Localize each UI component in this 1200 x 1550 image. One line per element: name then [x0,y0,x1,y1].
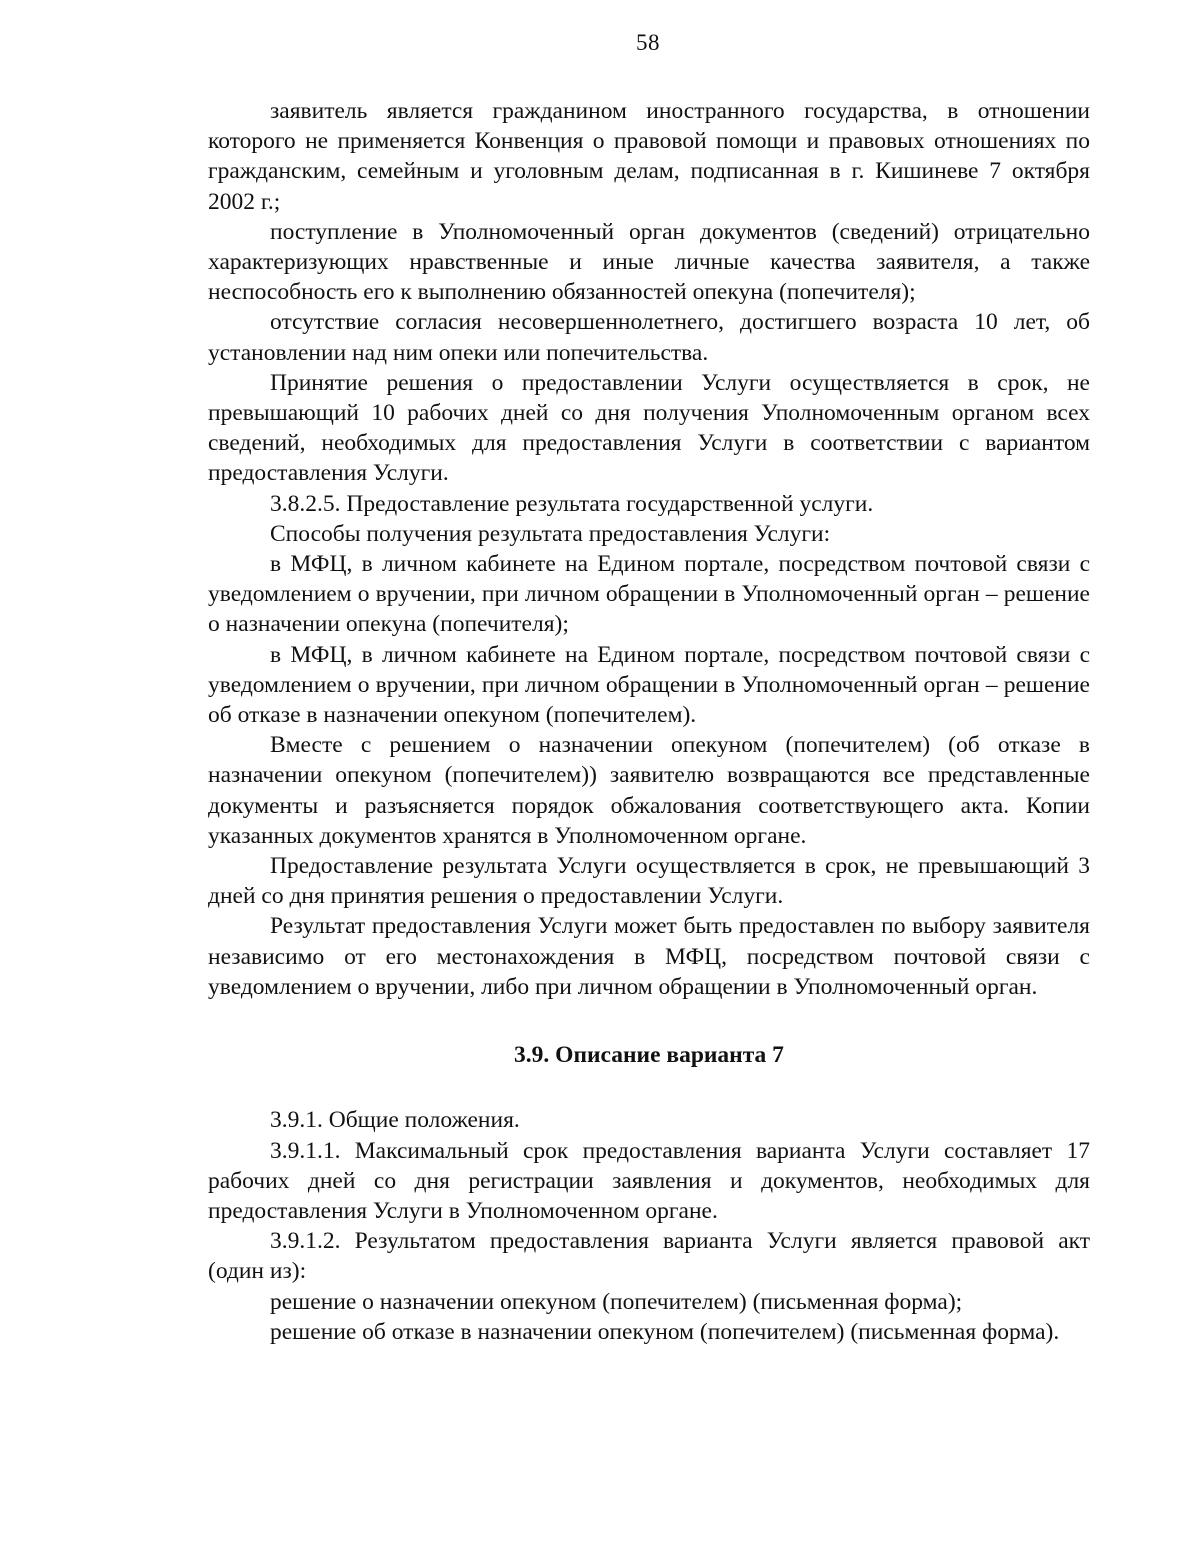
page-number: 58 [636,30,660,55]
paragraph: 3.9.1.2. Результатом предоставления варианта Услуги является правовой акт (один из): [208,1228,1090,1285]
paragraph: Предоставление результата Услуги осуществляется в срок, не превышающий 3 дней со дня принятия решения о предоставлении Услуги. [208,853,1090,910]
paragraphs-after-heading [208,1105,1090,1347]
section-heading: 3.9. Описание варианта 7 [514,1042,784,1069]
paragraph: в МФЦ, в личном кабинете на Едином портале, посредством почтовой связи с уведомлением о вручении, при личном обращении в Уполномоченный орган – решение об отказе в назначении опекуном (попечителем). [208,641,1090,729]
paragraph: отсутствие согласия несовершеннолетнего, достигшего возраста 10 лет, об установлении над ним опеки или попечительства. [208,309,1090,366]
paragraph: 3.9.1. Общие положения. [270,1107,520,1134]
paragraph: решение о назначении опекуном (попечителем) (письменная форма); [270,1288,963,1315]
paragraph: 3.9.1.1. Максимальный срок предоставления варианта Услуги составляет 17 рабочих дней со дня регистрации заявления и документов, необходимых для предоставления Услуги в Уполномоченном органе. [208,1137,1090,1224]
paragraph: Результат предоставления Услуги может быть предоставлен по выбору заявителя независимо от его местонахождения в МФЦ, посредством почтовой связи с уведомлением о вручении, либо при личном обращении в Уполномоченный орган. [208,913,1090,1000]
paragraph: заявитель является гражданином иностранного государства, в отношении которого не применяется Конвенция о правовой помощи и правовых отношениях по гражданским, семейным и уголовным делам, подписанная в г. Кишиневе 7 октября 2002 г.; [208,98,1090,215]
paragraph: Вместе с решением о назначении опекуном (попечителем) (об отказе в назначении опекуном (попечителем)) заявителю возвращаются все представленные документы и разъясняется порядок обжалования соответствующего акта. Копии указанных документов хранятся в Уполномоченном органе. [208,732,1090,849]
paragraph: поступление в Уполномоченный орган документов (сведений) отрицательно характеризующих нравственные и иные личные качества заявителя, а также неспособность его к выполнению обязанностей опекуна (попечителя); [208,218,1090,306]
paragraph: Способы получения результата предоставления Услуги: [270,520,831,547]
paragraph: Принятие решения о предоставлении Услуги осуществляется в срок, не превышающий 10 рабочих дней со дня получения Уполномоченным органом всех сведений, необходимых для предоставления Услуги в соответствии с вариантом предоставления Услуги. [208,369,1090,487]
paragraphs-before-heading [208,96,1090,1002]
document-body [208,96,1090,1347]
paragraph: в МФЦ, в личном кабинете на Едином портале, посредством почтовой связи с уведомлением о вручении, при личном обращении в Уполномоченный орган – решение о назначении опекуна (попечителя); [208,551,1090,638]
paragraph: 3.8.2.5. Предоставление результата государственной услуги. [270,490,874,517]
paragraph: решение об отказе в назначении опекуном (попечителем) (письменная форма). [270,1318,1060,1345]
